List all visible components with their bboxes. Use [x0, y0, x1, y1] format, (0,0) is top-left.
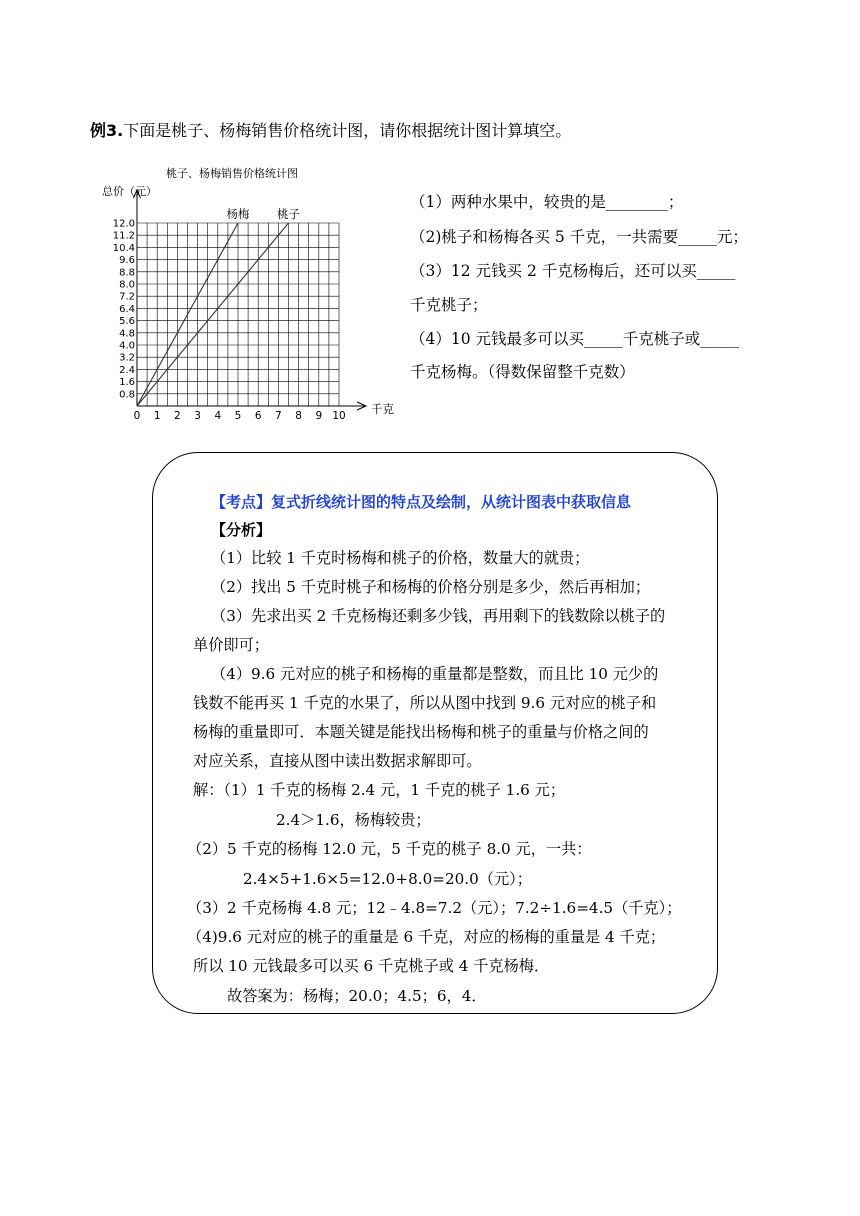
y-tick-label: 11.2 — [112, 230, 135, 242]
x-tick-label: 10 — [332, 410, 346, 422]
question-2: （2)桃子和杨梅各买 5 千克，一共需要_____元； — [410, 228, 748, 246]
x-tick-label: 0 — [133, 410, 141, 422]
y-tick-label: 1.6 — [119, 377, 135, 389]
y-tick-label: 4.0 — [119, 340, 135, 352]
y-tick-label: 12.0 — [112, 218, 135, 230]
y-tick-label: 10.4 — [112, 242, 135, 254]
question-3-cont: 千克桃子； — [410, 296, 488, 314]
y-tick-label: 5.6 — [119, 316, 135, 328]
y-tick-label: 9.6 — [119, 255, 135, 267]
solution-line: 解：（1）1 千克的杨梅 2.4 元，1 千克的桃子 1.6 元； — [193, 781, 566, 799]
example-label: 例3. — [90, 121, 124, 140]
solution-line: 2.4×5+1.6×5=12.0+8.0=20.0（元）； — [243, 870, 532, 888]
solution-line: （3）2 千克杨梅 4.8 元；12﹣4.8=7.2（元）；7.2÷1.6=4.5（千克）； — [187, 899, 682, 917]
y-tick-label: 8.0 — [119, 279, 135, 291]
kaodian-line: 【考点】复式折线统计图的特点及绘制，从统计图表中获取信息 — [211, 493, 632, 511]
solution-line: 单价即可； — [193, 636, 269, 654]
x-tick-label: 6 — [254, 410, 262, 422]
x-tick-label: 4 — [214, 410, 222, 422]
line-chart — [95, 160, 405, 430]
example-text: 下面是桃子、杨梅销售价格统计图，请你根据统计图计算填空。 — [123, 121, 572, 140]
chart-title: 桃子、杨梅销售价格统计图 — [166, 167, 298, 180]
chart-ylabel: 总价（元） — [102, 185, 157, 198]
solution-line: （2）5 千克的杨梅 12.0 元，5 千克的桃子 8.0 元，一共： — [187, 840, 592, 858]
solution-line: 故答案为：杨梅；20.0；4.5；6，4． — [227, 987, 487, 1005]
solution-line: （2）找出 5 千克时桃子和杨梅的价格分别是多少，然后再相加； — [211, 578, 651, 596]
example-heading — [90, 118, 571, 141]
fenxi-heading: 【分析】 — [211, 521, 272, 539]
x-tick-label: 7 — [275, 410, 282, 422]
question-1: （1）两种水果中，较贵的是________； — [410, 193, 684, 211]
x-tick-label: 9 — [315, 410, 323, 422]
series-label: 桃子 — [277, 207, 300, 221]
x-tick-label: 3 — [194, 410, 201, 422]
solution-line: （1）比较 1 千克时杨梅和桃子的价格，数量大的就贵； — [211, 549, 590, 567]
series-label: 杨梅 — [226, 207, 250, 221]
solution-line: （4)9.6 元对应的桃子的重量是 6 千克，对应的杨梅的重量是 4 千克； — [187, 928, 666, 946]
series-line — [137, 223, 289, 406]
x-tick-label: 1 — [153, 410, 161, 422]
x-tick-label: 2 — [174, 410, 181, 422]
y-tick-label: 4.8 — [119, 328, 135, 340]
y-tick-label: 6.4 — [119, 303, 135, 315]
chart-xlabel: 千克 — [371, 402, 394, 416]
question-3: （3）12 元钱买 2 千克杨梅后，还可以买_____ — [410, 262, 736, 280]
y-tick-label: 8.8 — [119, 267, 135, 279]
question-4-cont: 千克杨梅。（得数保留整千克数） — [410, 363, 635, 381]
solution-line: 对应关系，直接从图中读出数据求解即可。 — [193, 752, 482, 770]
solution-line: 所以 10 元钱最多可以买 6 千克桃子或 4 千克杨梅． — [193, 957, 550, 975]
y-tick-label: 0.8 — [119, 389, 135, 401]
y-tick-label: 2.4 — [119, 364, 135, 376]
y-tick-label: 7.2 — [119, 291, 135, 303]
solution-line: 2.4＞1.6，杨梅较贵； — [276, 811, 431, 829]
y-tick-label: 3.2 — [119, 352, 135, 364]
solution-box — [152, 452, 718, 1014]
solution-line: （3）先求出买 2 千克杨梅还剩多少钱，再用剩下的钱数除以桃子的 — [211, 607, 666, 625]
x-tick-label: 8 — [295, 410, 302, 422]
chart-svg — [95, 160, 405, 430]
solution-line: （4）9.6 元对应的桃子和杨梅的重量都是整数，而且比 10 元少的 — [211, 665, 659, 683]
question-4: （4）10 元钱最多可以买_____千克桃子或_____ — [410, 330, 740, 348]
x-tick-label: 5 — [234, 410, 242, 422]
solution-line: 杨梅的重量即可．本题关键是能找出杨梅和桃子的重量与价格之间的 — [193, 723, 649, 741]
solution-line: 钱数不能再买 1 千克的水果了，所以从图中找到 9.6 元对应的桃子和 — [193, 694, 657, 712]
